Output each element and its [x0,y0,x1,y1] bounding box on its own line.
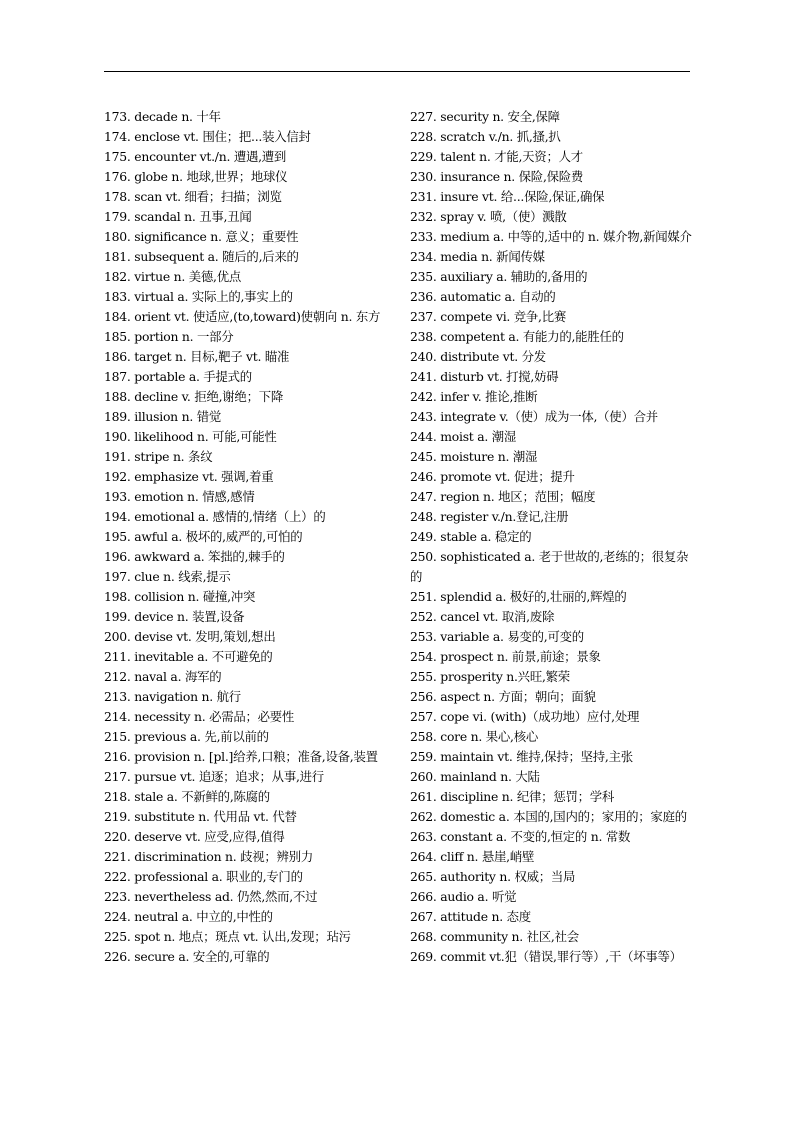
vocab-entry: 251. splendid a. 极好的,壮丽的,辉煌的 [410,589,627,604]
vocab-entry: 247. region n. 地区；范围；幅度 [410,489,596,504]
vocab-entry: 179. scandal n. 丑事,丑闻 [104,209,252,224]
vocab-entry: 176. globe n. 地球,世界；地球仪 [104,169,288,184]
vocab-entry: 250. sophisticated a. 老于世故的,老练的；很复杂的 [410,549,689,584]
vocab-entry: 212. naval a. 海军的 [104,669,222,684]
vocab-entry: 255. prosperity n.兴旺,繁荣 [410,669,570,684]
vocab-entry: 266. audio a. 听觉 [410,889,517,904]
vocab-entry: 190. likelihood n. 可能,可能性 [104,429,277,444]
vocab-entry: 215. previous a. 先,前以前的 [104,729,269,744]
vocab-entry: 216. provision n. [pl.]给养,口粮；准备,设备,装置 [104,749,378,764]
vocab-entry: 230. insurance n. 保险,保险费 [410,169,584,184]
vocab-entry: 184. orient vt. 使适应,(to,toward)使朝向 n. 东方 [104,309,381,324]
vocab-entry: 264. cliff n. 悬崖,峭壁 [410,849,535,864]
left-column [104,107,392,967]
vocab-entry: 235. auxiliary a. 辅助的,备用的 [410,269,588,284]
vocab-entry: 173. decade n. 十年 [104,109,221,124]
vocab-entry: 244. moist a. 潮湿 [410,429,517,444]
vocab-entry: 265. authority n. 权威；当局 [410,869,576,884]
vocab-entry: 224. neutral a. 中立的,中性的 [104,909,273,924]
vocab-entry: 187. portable a. 手提式的 [104,369,252,384]
vocab-entry: 217. pursue vt. 追逐；追求；从事,进行 [104,769,324,784]
vocab-entry: 232. spray v. 喷,（使）溅散 [410,209,567,224]
vocab-entry: 214. necessity n. 必需品；必要性 [104,709,295,724]
vocab-entry: 196. awkward a. 笨拙的,棘手的 [104,549,285,564]
vocab-entry: 192. emphasize vt. 强调,着重 [104,469,274,484]
header-rule [104,71,690,72]
vocab-entry: 226. secure a. 安全的,可靠的 [104,949,270,964]
vocab-entry: 240. distribute vt. 分发 [410,349,546,364]
vocab-entry: 198. collision n. 碰撞,冲突 [104,589,256,604]
vocab-entry: 263. constant a. 不变的,恒定的 n. 常数 [410,829,631,844]
vocab-entry: 268. community n. 社区,社会 [410,929,579,944]
vocab-entry: 197. clue n. 线索,提示 [104,569,231,584]
vocab-entry: 182. virtue n. 美德,优点 [104,269,242,284]
vocab-entry: 236. automatic a. 自动的 [410,289,556,304]
vocab-entry: 234. media n. 新闻传媒 [410,249,545,264]
vocab-entry: 194. emotional a. 感情的,情绪（上）的 [104,509,326,524]
vocab-entry: 258. core n. 果心,核心 [410,729,538,744]
vocab-entry: 231. insure vt. 给...保险,保证,确保 [410,189,605,204]
vocab-entry: 254. prospect n. 前景,前途；景象 [410,649,601,664]
vocab-entry: 243. integrate v.（使）成为一体,（使）合并 [410,409,658,424]
vocab-entry: 257. cope vi. (with)（成功地）应付,处理 [410,709,640,724]
vocab-entry: 181. subsequent a. 随后的,后来的 [104,249,299,264]
vocab-entry: 246. promote vt. 促进；提升 [410,469,575,484]
vocab-entry: 252. cancel vt. 取消,废除 [410,609,555,624]
vocab-entry: 259. maintain vt. 维持,保持；坚持,主张 [410,749,633,764]
vocab-entry: 256. aspect n. 方面；朝向；面貌 [410,689,596,704]
vocab-entry: 183. virtual a. 实际上的,事实上的 [104,289,293,304]
vocab-entry: 228. scratch v./n. 抓,搔,扒 [410,129,561,144]
vocab-entry: 222. professional a. 职业的,专门的 [104,869,303,884]
vocab-entry: 218. stale a. 不新鲜的,陈腐的 [104,789,270,804]
vocab-entry: 262. domestic a. 本国的,国内的；家用的；家庭的 [410,809,687,824]
vocab-entry: 174. enclose vt. 围住；把...装入信封 [104,129,311,144]
vocab-entry: 219. substitute n. 代用品 vt. 代替 [104,809,297,824]
vocab-entry: 249. stable a. 稳定的 [410,529,532,544]
vocab-entry: 227. security n. 安全,保障 [410,109,560,124]
vocab-entry: 237. compete vi. 竞争,比赛 [410,309,567,324]
vocab-entry: 185. portion n. 一部分 [104,329,234,344]
vocab-entry: 180. significance n. 意义；重要性 [104,229,299,244]
vocab-entry: 233. medium a. 中等的,适中的 n. 媒介物,新闻媒介 [410,229,692,244]
vocab-entry: 242. infer v. 推论,推断 [410,389,538,404]
vocab-entry: 195. awful a. 极坏的,威严的,可怕的 [104,529,303,544]
vocab-entry: 225. spot n. 地点；斑点 vt. 认出,发现；玷污 [104,929,351,944]
vocab-entry: 253. variable a. 易变的,可变的 [410,629,584,644]
vocab-entry: 269. commit vt.犯（错误,罪行等）,干（坏事等） [410,949,682,964]
vocab-entry: 221. discrimination n. 歧视；辨别力 [104,849,313,864]
vocab-entry: 261. discipline n. 纪律；惩罚；学科 [410,789,615,804]
vocab-entry: 267. attitude n. 态度 [410,909,531,924]
vocab-entry: 220. deserve vt. 应受,应得,值得 [104,829,285,844]
vocab-entry: 223. nevertheless ad. 仍然,然而,不过 [104,889,318,904]
vocab-entry: 178. scan vt. 细看；扫描；浏览 [104,189,282,204]
vocab-entry: 238. competent a. 有能力的,能胜任的 [410,329,624,344]
vocab-entry: 245. moisture n. 潮湿 [410,449,538,464]
vocab-entry: 211. inevitable a. 不可避免的 [104,649,273,664]
vocab-entry: 241. disturb vt. 打搅,妨碍 [410,369,559,384]
vocab-entry: 191. stripe n. 条纹 [104,449,213,464]
vocab-entry: 229. talent n. 才能,天资；人才 [410,149,583,164]
vocab-entry: 200. devise vt. 发明,策划,想出 [104,629,276,644]
vocab-entry: 189. illusion n. 错觉 [104,409,221,424]
vocab-entry: 193. emotion n. 情感,感情 [104,489,255,504]
right-column [410,107,694,967]
vocab-entry: 199. device n. 装置,设备 [104,609,245,624]
vocab-entry: 248. register v./n.登记,注册 [410,509,569,524]
vocab-entry: 188. decline v. 拒绝,谢绝；下降 [104,389,283,404]
vocab-entry: 175. encounter vt./n. 遭遇,遭到 [104,149,287,164]
vocab-entry: 186. target n. 目标,靶子 vt. 瞄准 [104,349,290,364]
vocab-entry: 213. navigation n. 航行 [104,689,241,704]
vocab-entry: 260. mainland n. 大陆 [410,769,540,784]
